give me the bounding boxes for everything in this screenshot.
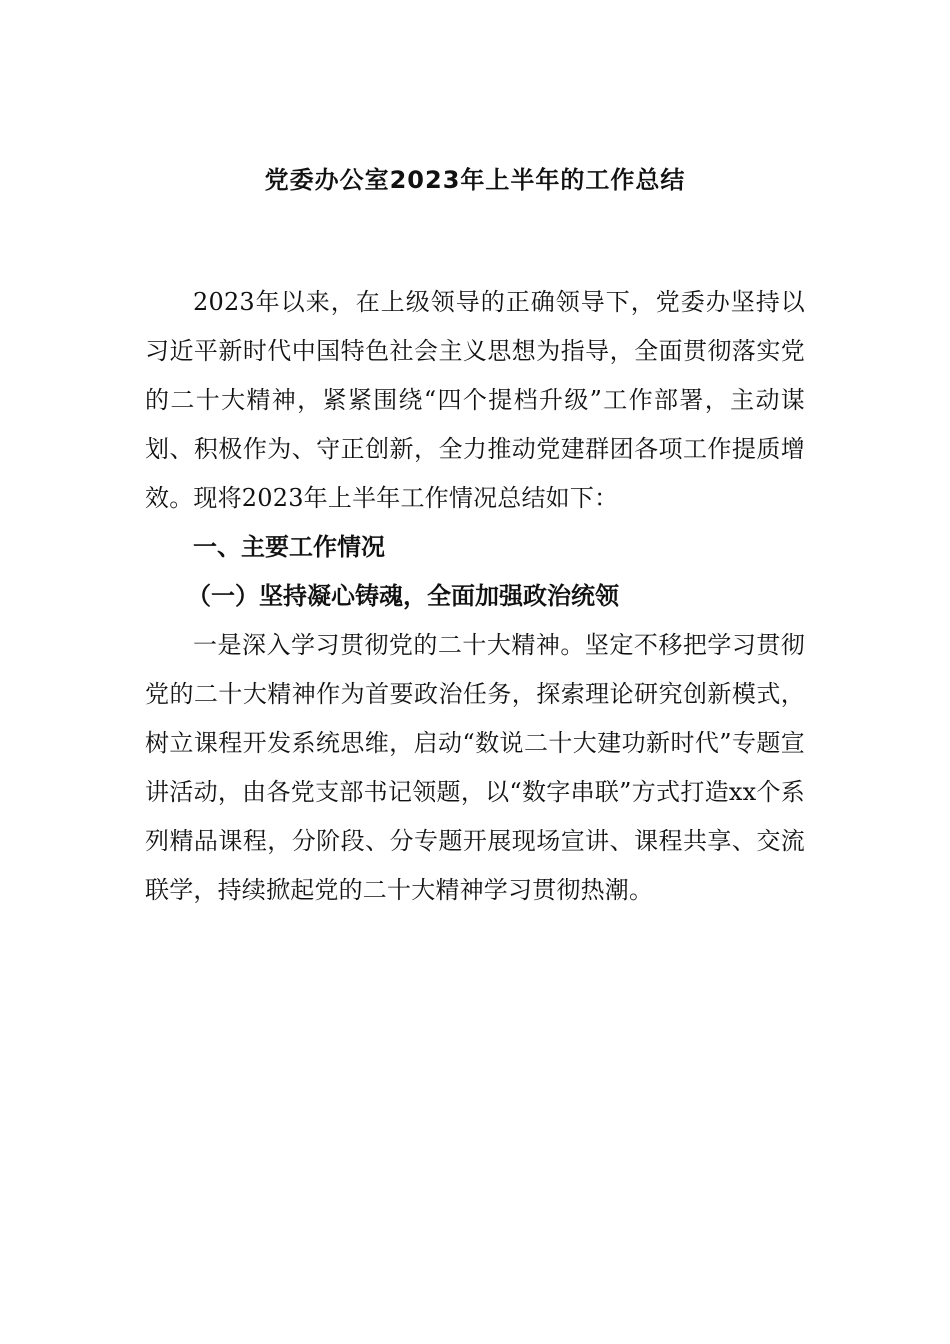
intro-paragraph: 2023年以来，在上级领导的正确领导下，党委办坚持以习近平新时代中国特色社会主义思想为指导，全面贯彻落实党的二十大精神，紧紧围绕“四个提档升级”工作部署，主动谋划、积极作为、守正创新，全力推动党建群团各项工作提质增效。现将2023年上半年工作情况总结如下： <box>145 288 805 512</box>
body-paragraph: 一是深入学习贯彻党的二十大精神。坚定不移把学习贯彻党的二十大精神作为首要政治任务，探索理论研究创新模式，树立课程开发系统思维，启动“数说二十大建功新时代”专题宣讲活动，由各党支部书记领题，以“数字串联”方式打造xx个系列精品课程，分阶段、分专题开展现场宣讲、课程共享、交流联学，持续掀起党的二十大精神学习贯彻热潮。 <box>145 631 805 904</box>
document-title: 党委办公室2023年上半年的工作总结 <box>264 166 686 194</box>
document-body <box>145 278 805 915</box>
section-heading: 一、主要工作情况 <box>193 533 385 561</box>
subsection-heading: （一）坚持凝心铸魂，全面加强政治统领 <box>187 582 619 610</box>
